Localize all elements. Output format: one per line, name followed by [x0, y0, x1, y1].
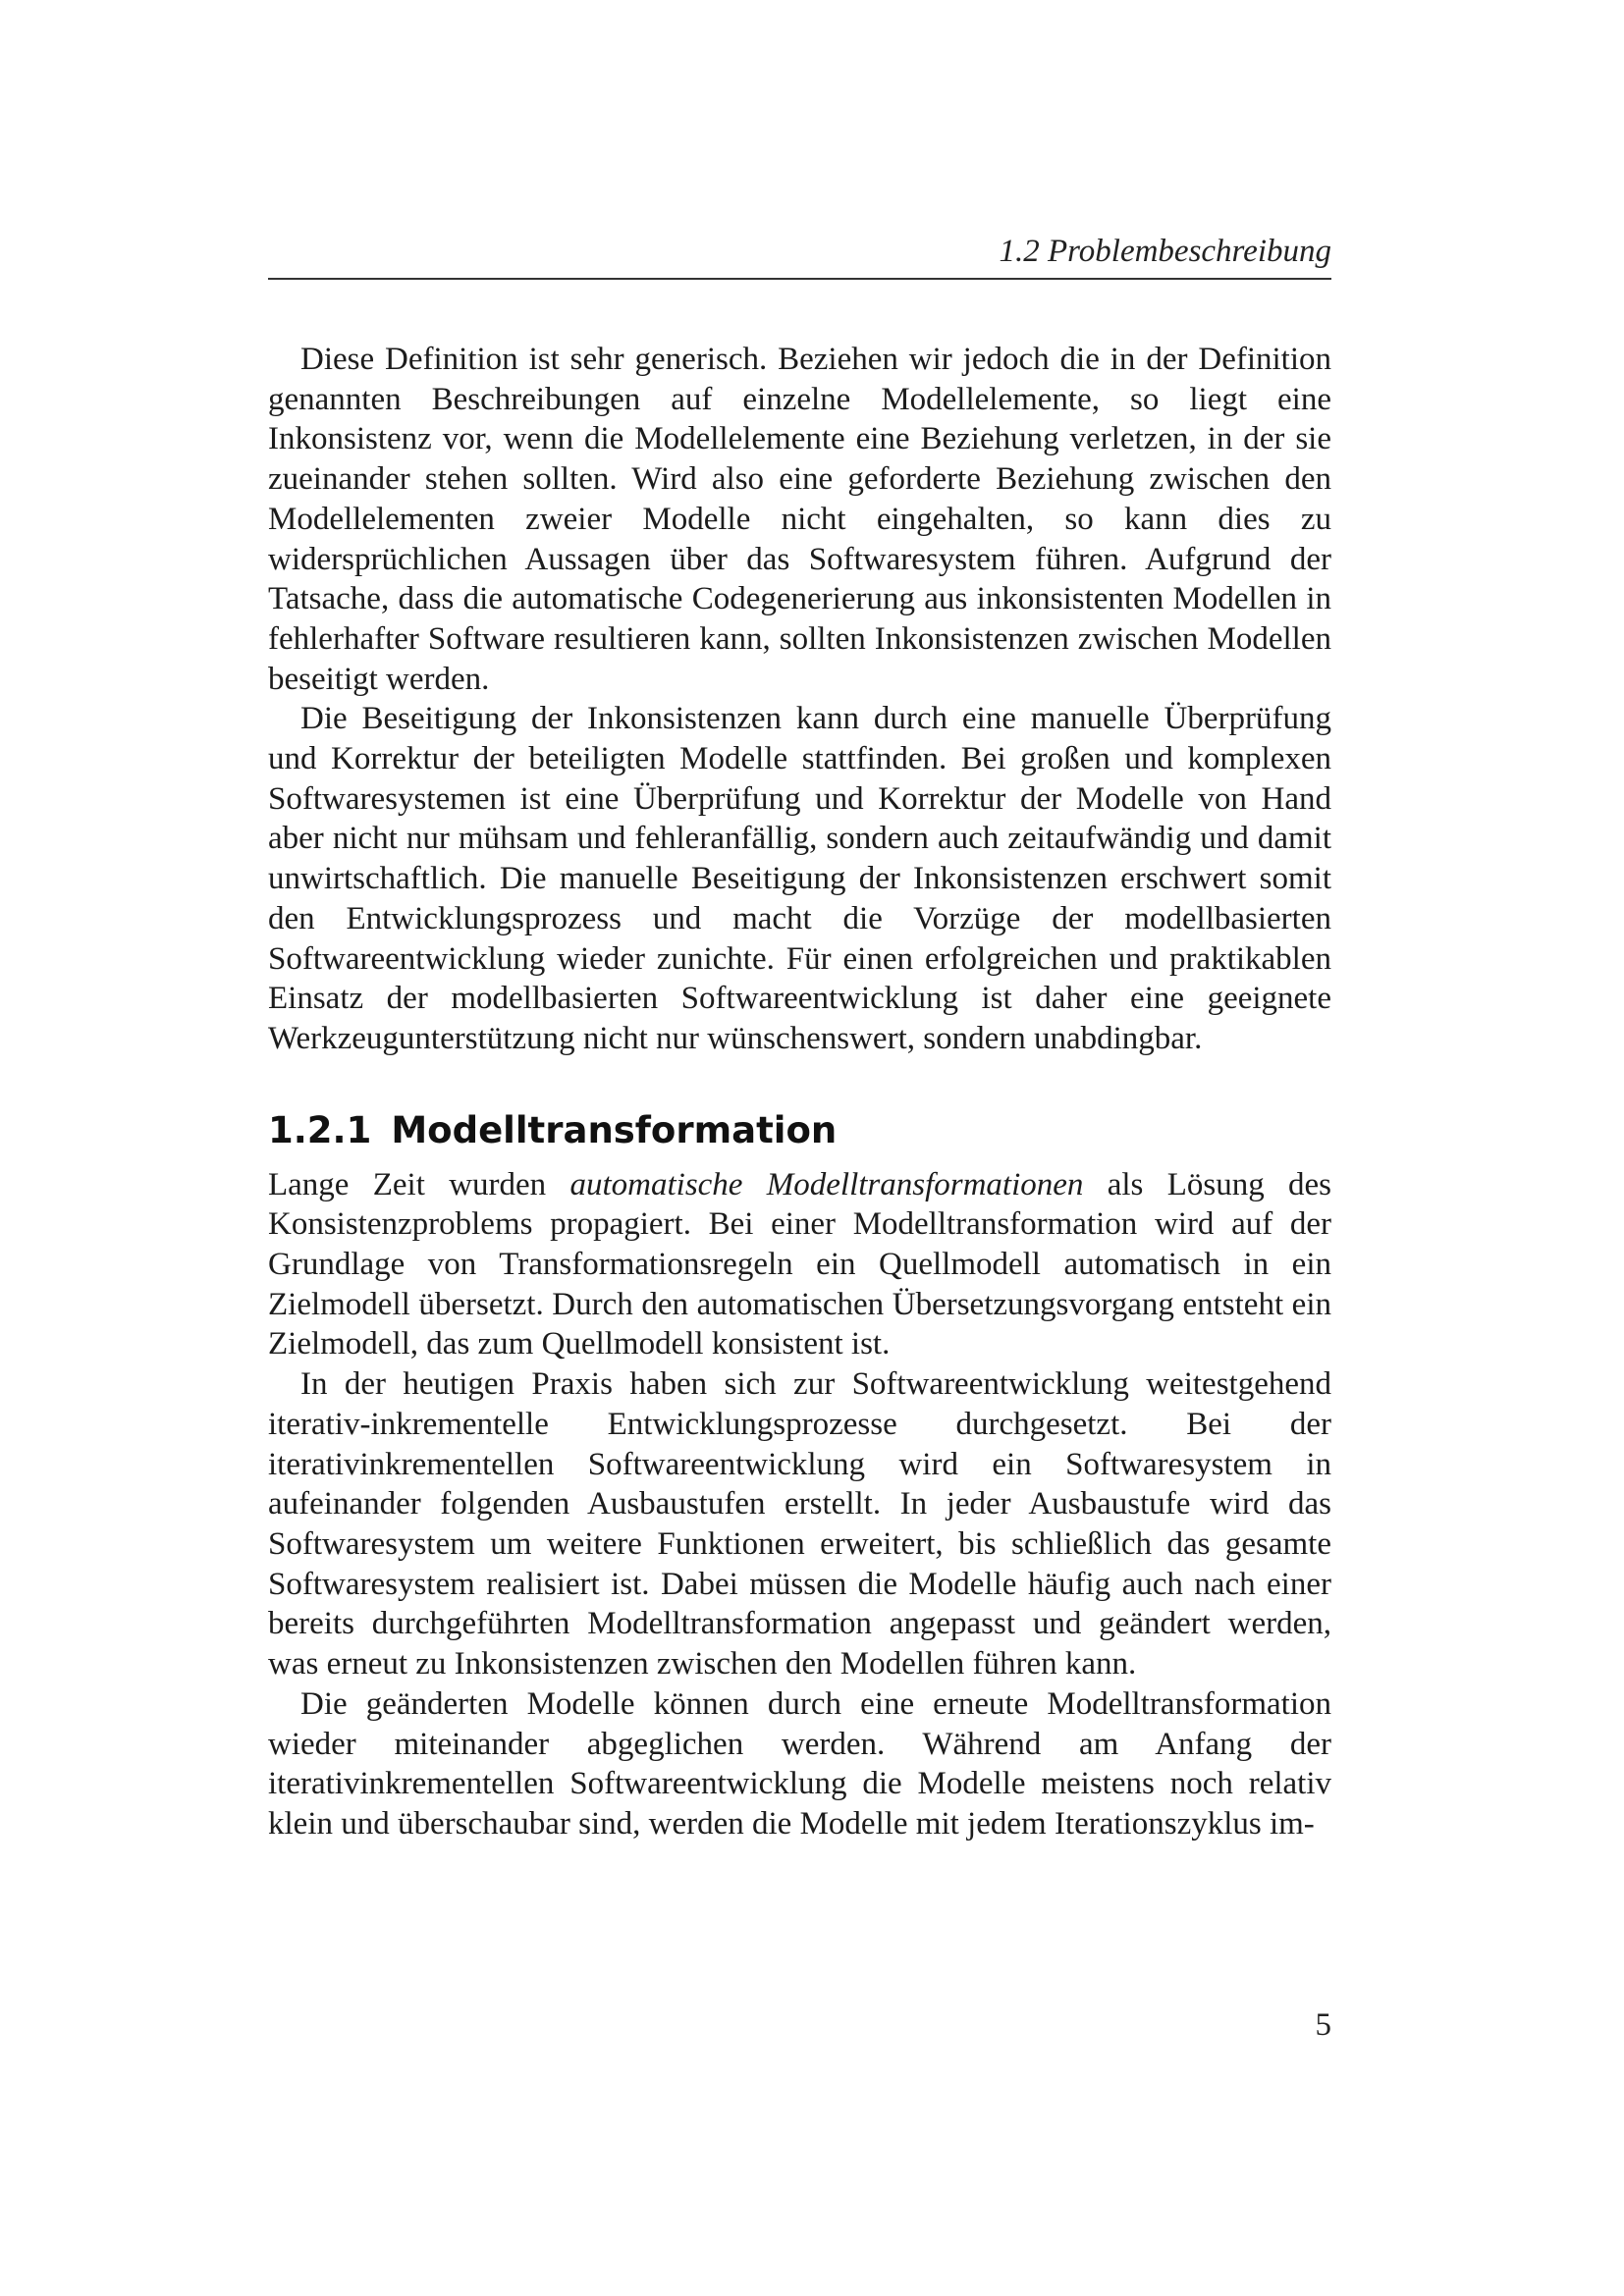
paragraph-manual-correction: Die Beseitigung der Inkonsistenzen kann durch eine manuelle Überprüfung und Korrektur der beteiligten Modelle stattfinden. Bei großen und komplexen Softwaresystemen ist eine Überprüfung und Korrektur der Modelle von Hand aber nicht nur mühsam und fehleranfällig, sondern auch zeitaufwändig und damit unwirtschaftlich. Die manuelle Beseitigung der Inkonsistenzen erschwert somit den Entwicklungsprozess und macht die Vorzüge der modellbasierten Softwareentwicklung wieder zunichte. Für einen erfolgreichen und praktikablen Einsatz der modellbasierten Softwareentwicklung ist daher eine geeignete Werkzeugunterstützung nicht nur wünschenswert, sondern unabdingbar.: [268, 701, 1331, 1056]
header-rule: [268, 278, 1331, 280]
section-heading: [268, 1059, 1331, 1165]
paragraph-definition: Diese Definition ist sehr generisch. Beziehen wir jedoch die in der Definition genannten Beschreibungen auf einzelne Modellelemente, so liegt eine Inkonsistenz vor, wenn die Modellelemente eine Beziehung verletzen, in der sie zueinander stehen sollten. Wird also eine geforderte Beziehung zwischen den Modellelementen zweier Modelle nicht eingehalten, so kann dies zu widersprüchlichen Aussagen über das Softwaresystem führen. Aufgrund der Tatsache, dass die automatische Codegenerierung aus inkonsistenten Modellen in fehlerhafter Software resultieren kann, sollten Inkonsistenzen zwischen Modellen beseitigt werden.: [268, 342, 1331, 697]
running-header: 1.2 Problembeschreibung: [999, 234, 1331, 269]
paragraph-model-transformation: [268, 1165, 1331, 1365]
paragraph-text-lead: Lange Zeit wurden: [268, 1166, 570, 1202]
paragraph-changed-models: Die geänderten Modelle können durch eine erneute Modelltransformation wieder miteinander abgeglichen werden. Während am Anfang der iterativinkrementellen Softwareentwicklung die Modelle meistens noch relativ klein und überschaubar sind, werden die Modelle mit jedem Iterationszyklus im-: [268, 1685, 1331, 1842]
section-number: 1.2.1: [268, 1108, 372, 1151]
emphasized-term: automatische Modelltransformationen: [569, 1166, 1084, 1202]
body-text: [268, 340, 1331, 1844]
page-number: 5: [1315, 2007, 1331, 2043]
section-title: Modelltransformation: [391, 1108, 838, 1151]
paragraph-text-rest: als Lösung des Konsistenzproblems propagiert. Bei einer Modelltransformation wird auf der Grundlage von Transformationsregeln ein Quellmodell automatisch in ein Zielmodell übersetzt. Durch den automatischen Übersetzungsvorgang entsteht ein Zielmodell, das zum Quellmodell konsistent ist.: [268, 1166, 1331, 1362]
paragraph-iterative-development: In der heutigen Praxis haben sich zur Softwareentwicklung weitestgehend iterativ-inkrementelle Entwicklungsprozesse durchgesetzt. Bei der iterativinkrementellen Softwareentwicklung wird ein Softwaresystem in aufeinander folgenden Ausbaustufen erstellt. In jeder Ausbaustufe wird das Softwaresystem um weitere Funktionen erweitert, bis schließlich das gesamte Softwaresystem realisiert ist. Dabei müssen die Modelle häufig auch nach einer bereits durchgeführten Modelltransformation angepasst und geändert werden, was erneut zu Inkonsistenzen zwischen den Modellen führen kann.: [268, 1366, 1331, 1682]
